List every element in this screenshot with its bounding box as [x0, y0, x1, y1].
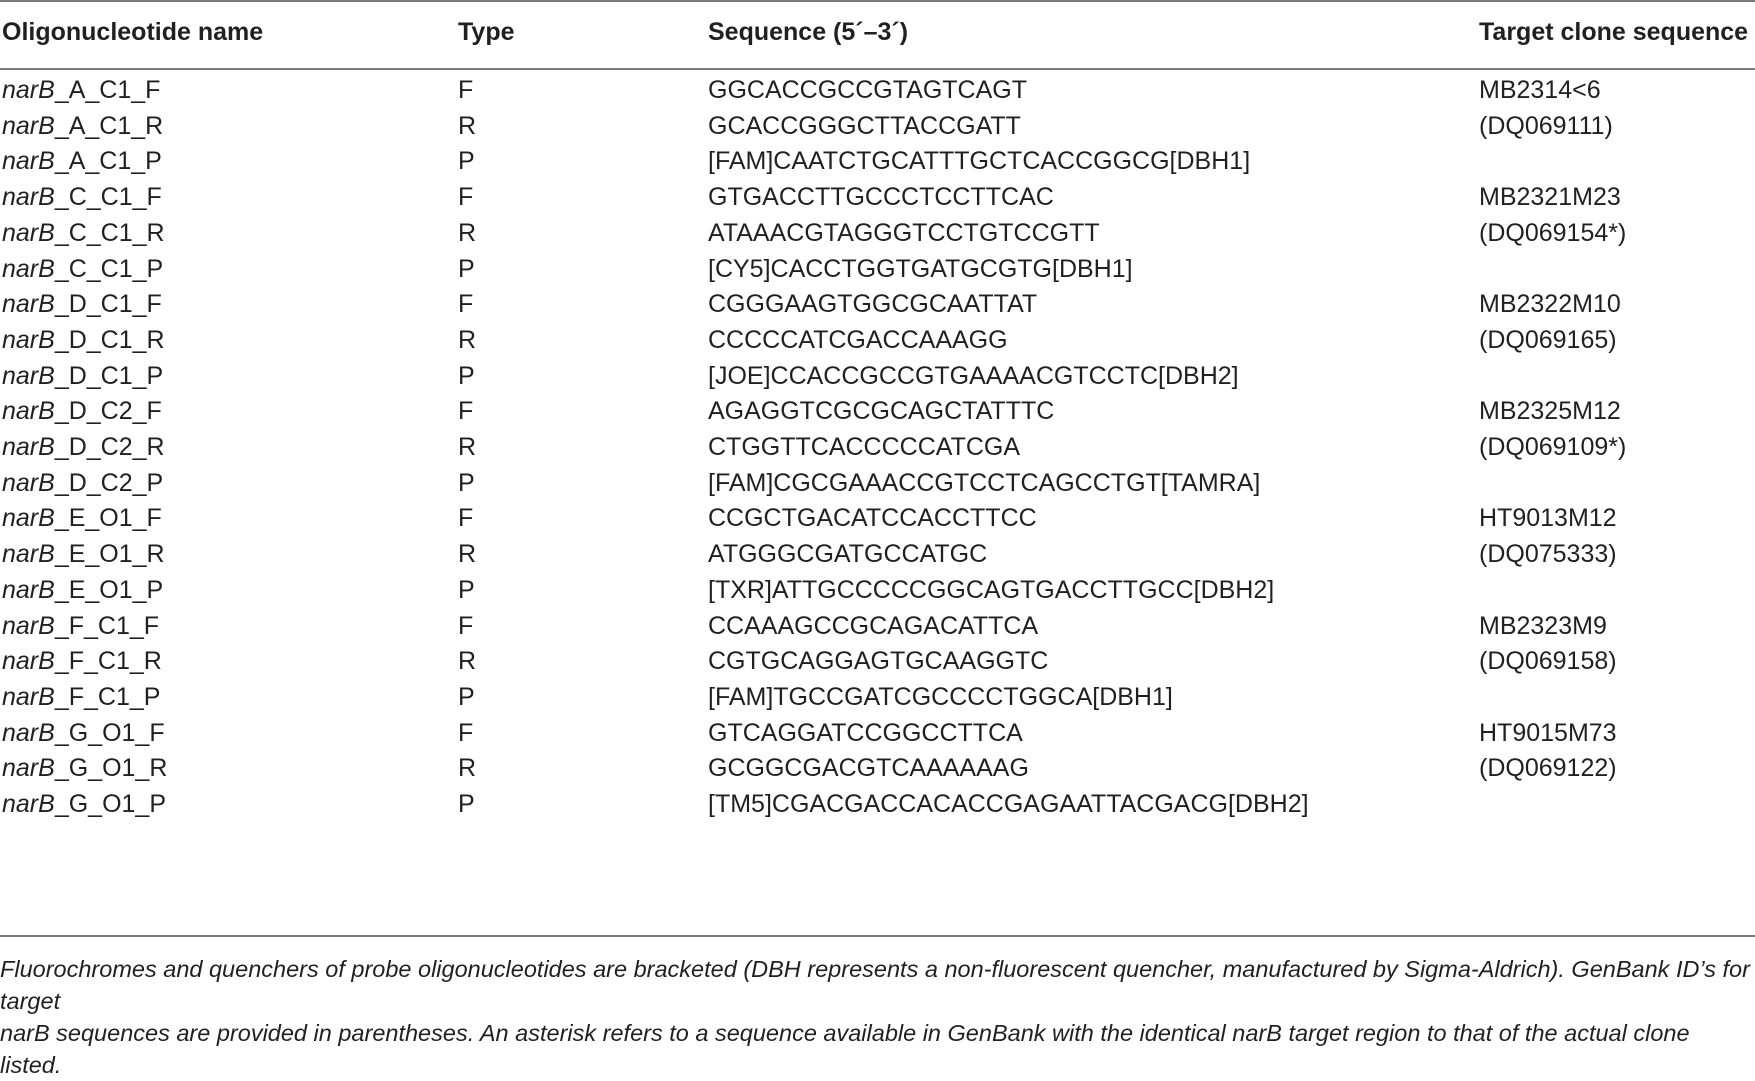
- gene-name-italic: narB: [2, 218, 55, 247]
- gene-name-italic: narB: [2, 682, 55, 711]
- oligonucleotide-name-cell: [2, 284, 162, 324]
- table-row: [0, 213, 1755, 253]
- gene-name-italic: narB: [2, 468, 55, 497]
- sequence-cell: AGAGGTCGCGCAGCTATTTC: [708, 397, 1055, 426]
- gene-name-italic: narB: [2, 790, 55, 818]
- oligonucleotide-name-cell: [2, 177, 162, 217]
- gene-name-italic: narB: [2, 575, 55, 604]
- oligonucleotide-name-cell: [2, 141, 162, 181]
- target-clone-cell: (DQ075333): [1479, 540, 1617, 569]
- sequence-cell: [JOE]CCACCGCCGTGAAAACGTCCTC[DBH2]: [708, 361, 1239, 390]
- oligo-suffix: _C_C1_R: [54, 218, 165, 247]
- sequence-cell: CGGGAAGTGGCGCAATTAT: [708, 290, 1038, 319]
- target-clone-cell: (DQ069111): [1479, 111, 1613, 140]
- oligonucleotide-name-cell: [2, 427, 165, 467]
- gene-name-italic: narB: [2, 147, 55, 176]
- table-header-row: [0, 11, 1755, 53]
- header-sequence: Sequence (5´–3´): [708, 18, 909, 46]
- table-row: [0, 356, 1755, 396]
- type-cell: R: [458, 754, 477, 783]
- oligo-suffix: _D_C1_R: [54, 325, 165, 354]
- gene-name-italic: narB: [2, 254, 55, 283]
- type-cell: P: [458, 147, 475, 176]
- table-row: [0, 106, 1755, 146]
- table-row: [0, 284, 1755, 324]
- target-clone-cell: MB2321M23: [1479, 183, 1621, 212]
- sequence-cell: GCGGCGACGTCAAAAAAG: [708, 754, 1029, 783]
- gene-name-italic: narB: [2, 111, 55, 140]
- target-clone-cell: (DQ069109*): [1479, 433, 1627, 461]
- table-row: [0, 177, 1755, 217]
- sequence-cell: CTGGTTCACCCCCATCGA: [708, 433, 1021, 461]
- oligo-suffix: _A_C1_F: [54, 76, 161, 104]
- gene-name-italic: narB: [2, 433, 55, 461]
- gene-name-italic: narB: [2, 718, 55, 747]
- oligonucleotide-name-cell: [2, 784, 166, 824]
- oligo-suffix: _D_C1_F: [54, 290, 162, 319]
- type-cell: P: [458, 790, 475, 818]
- table-row: [0, 748, 1755, 788]
- oligo-suffix: _F_C1_R: [54, 647, 162, 676]
- table-top-rule: [0, 0, 1755, 2]
- gene-name-italic: narB: [2, 361, 55, 390]
- type-cell: F: [458, 290, 474, 319]
- table-row: [0, 534, 1755, 574]
- type-cell: P: [458, 254, 475, 283]
- footnote-line-1: Fluorochromes and quenchers of probe oligonucleotides are bracketed (DBH represents a non-fluorescent quencher, manufactured by Sigma-Aldrich). GenBank ID’s for target: [0, 956, 1750, 1014]
- oligo-suffix: _C_C1_F: [54, 183, 162, 212]
- type-cell: F: [458, 397, 474, 426]
- sequence-cell: CGTGCAGGAGTGCAAGGTC: [708, 647, 1049, 676]
- target-clone-cell: HT9013M12: [1479, 504, 1617, 533]
- type-cell: R: [458, 325, 477, 354]
- table-row: [0, 641, 1755, 681]
- sequence-cell: ATAAACGTAGGGTCCTGTCCGTT: [708, 218, 1100, 247]
- gene-name-italic: narB: [2, 754, 55, 783]
- oligonucleotide-name-cell: [2, 249, 163, 289]
- type-cell: R: [458, 540, 477, 569]
- oligo-suffix: _E_O1_R: [54, 540, 165, 569]
- table-row: [0, 713, 1755, 753]
- oligonucleotide-name-cell: [2, 606, 159, 646]
- target-clone-cell: (DQ069154*): [1479, 218, 1627, 247]
- oligonucleotide-name-cell: [2, 641, 162, 681]
- table-row: [0, 498, 1755, 538]
- target-clone-cell: MB2314<6: [1479, 76, 1601, 104]
- sequence-cell: ATGGGCGATGCCATGC: [708, 540, 988, 569]
- oligo-suffix: _E_O1_P: [54, 575, 164, 604]
- gene-name-italic: narB: [2, 397, 55, 426]
- table-row: [0, 570, 1755, 610]
- type-cell: R: [458, 218, 477, 247]
- oligonucleotide-name-cell: [2, 534, 165, 574]
- type-cell: F: [458, 718, 474, 747]
- gene-name-italic: narB: [2, 504, 55, 533]
- type-cell: F: [458, 611, 474, 640]
- target-clone-cell: MB2322M10: [1479, 290, 1621, 319]
- sequence-cell: CCGCTGACATCCACCTTCC: [708, 504, 1037, 533]
- oligo-suffix: _C_C1_P: [54, 254, 164, 283]
- sequence-cell: CCCCCATCGACCAAAGG: [708, 325, 1008, 354]
- target-clone-cell: (DQ069122): [1479, 754, 1617, 783]
- oligonucleotide-name-cell: [2, 356, 163, 396]
- target-clone-cell: HT9015M73: [1479, 718, 1617, 747]
- table-row: [0, 70, 1755, 110]
- sequence-cell: GTGACCTTGCCCTCCTTCAC: [708, 183, 1054, 212]
- gene-name-italic: narB: [2, 540, 55, 569]
- gene-name-italic: narB: [2, 76, 55, 104]
- oligo-suffix: _D_C2_F: [54, 397, 162, 426]
- oligonucleotide-name-cell: [2, 748, 167, 788]
- type-cell: R: [458, 647, 477, 676]
- oligo-suffix: _F_C1_F: [54, 611, 160, 640]
- oligo-suffix: _E_O1_F: [54, 504, 162, 533]
- gene-name-italic: narB: [2, 290, 55, 319]
- oligo-suffix: _G_O1_R: [54, 754, 168, 783]
- table-row: [0, 391, 1755, 431]
- type-cell: R: [458, 433, 477, 461]
- target-clone-cell: MB2325M12: [1479, 397, 1621, 426]
- header-type: Type: [458, 18, 515, 46]
- oligonucleotide-name-cell: [2, 713, 165, 753]
- oligonucleotide-name-cell: [2, 70, 160, 110]
- oligonucleotide-name-cell: [2, 213, 165, 253]
- sequence-cell: [TM5]CGACGACCACACCGAGAATTACGACG[DBH2]: [708, 790, 1309, 818]
- table-footnote: [0, 953, 1752, 1081]
- footnote-line-2: narB sequences are provided in parentheses. An asterisk refers to a sequence available in GenBank with the identical narB target region to that of the actual clone listed.: [0, 1020, 1690, 1078]
- table-row: [0, 249, 1755, 289]
- oligonucleotide-name-cell: [2, 391, 162, 431]
- table-row: [0, 677, 1755, 717]
- table-row: [0, 463, 1755, 503]
- oligonucleotide-name-cell: [2, 570, 163, 610]
- oligo-suffix: _F_C1_P: [54, 682, 161, 711]
- oligo-suffix: _D_C1_P: [54, 361, 164, 390]
- table-row: [0, 784, 1755, 824]
- oligonucleotide-name-cell: [2, 498, 162, 538]
- target-clone-cell: (DQ069158): [1479, 647, 1617, 676]
- oligonucleotide-name-cell: [2, 320, 165, 360]
- oligonucleotide-name-cell: [2, 677, 160, 717]
- target-clone-cell: MB2323M9: [1479, 611, 1607, 640]
- sequence-cell: GCACCGGGCTTACCGATT: [708, 111, 1021, 140]
- table-bottom-rule: [0, 935, 1755, 937]
- oligo-suffix: _D_C2_P: [54, 468, 164, 497]
- oligo-suffix: _A_C1_P: [54, 147, 162, 176]
- sequence-cell: [CY5]CACCTGGTGATGCGTG[DBH1]: [708, 254, 1133, 283]
- type-cell: P: [458, 682, 475, 711]
- sequence-cell: GTCAGGATCCGGCCTTCA: [708, 718, 1023, 747]
- oligo-suffix: _D_C2_R: [54, 433, 165, 461]
- oligo-suffix: _A_C1_R: [54, 111, 164, 140]
- type-cell: P: [458, 361, 475, 390]
- table-row: [0, 606, 1755, 646]
- header-target-clone: Target clone sequence: [1479, 18, 1749, 46]
- oligonucleotide-name-cell: [2, 463, 163, 503]
- gene-name-italic: narB: [2, 325, 55, 354]
- table-row: [0, 141, 1755, 181]
- oligo-suffix: _G_O1_P: [54, 790, 166, 818]
- type-cell: R: [458, 111, 477, 140]
- type-cell: F: [458, 504, 474, 533]
- sequence-cell: [FAM]CAATCTGCATTTGCTCACCGGCG[DBH1]: [708, 147, 1251, 176]
- table-row: [0, 427, 1755, 467]
- type-cell: P: [458, 468, 475, 497]
- type-cell: P: [458, 575, 475, 604]
- sequence-cell: [FAM]TGCCGATCGCCCCTGGCA[DBH1]: [708, 682, 1173, 711]
- header-oligonucleotide-name: Oligonucleotide name: [2, 18, 264, 46]
- sequence-cell: GGCACCGCCGTAGTCAGT: [708, 76, 1027, 104]
- oligonucleotide-name-cell: [2, 106, 163, 146]
- sequence-cell: [FAM]CGCGAAACCGTCCTCAGCCTGT[TAMRA]: [708, 468, 1261, 497]
- type-cell: F: [458, 183, 474, 212]
- target-clone-cell: (DQ069165): [1479, 325, 1617, 354]
- oligo-suffix: _G_O1_F: [54, 718, 165, 747]
- gene-name-italic: narB: [2, 183, 55, 212]
- sequence-cell: CCAAAGCCGCAGACATTCA: [708, 611, 1039, 640]
- type-cell: F: [458, 76, 474, 104]
- sequence-cell: [TXR]ATTGCCCCCGGCAGTGACCTTGCC[DBH2]: [708, 575, 1275, 604]
- gene-name-italic: narB: [2, 647, 55, 676]
- table-row: [0, 320, 1755, 360]
- gene-name-italic: narB: [2, 611, 55, 640]
